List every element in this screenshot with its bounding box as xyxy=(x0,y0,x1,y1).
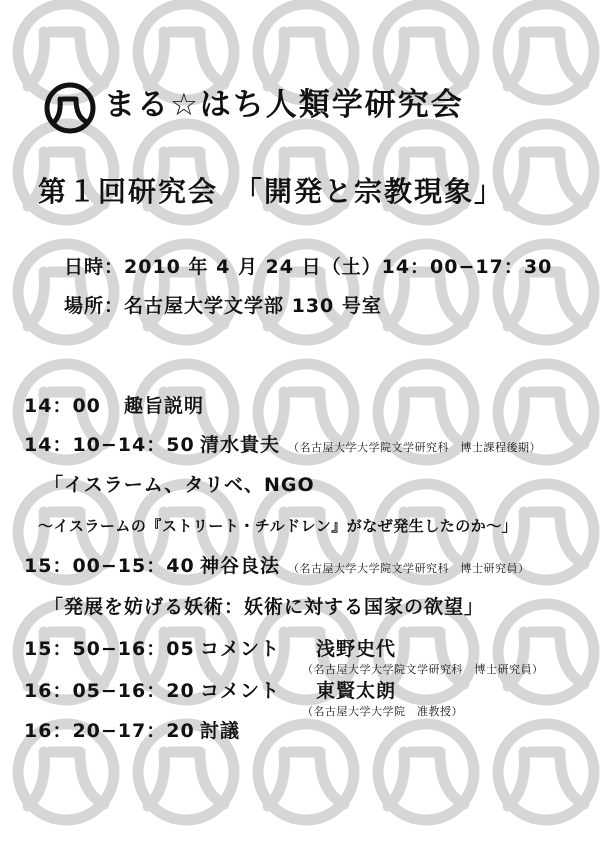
speaker-affiliation: （名古屋大学大学院文学研究科 博士課程後期） xyxy=(288,441,541,454)
talk-title-line2: 〜イスラームの『ストリート・チルドレン』がなぜ発生したのか〜」 xyxy=(38,517,518,535)
program-time: 15：00−15：40 xyxy=(24,555,195,577)
speaker-name: 清水貴夫 xyxy=(200,434,281,456)
program-time: 15：50−16：05 xyxy=(24,638,195,660)
speaker-affiliation: （名古屋大学大学院文学研究科 博士研究員） xyxy=(288,562,530,575)
talk-title: 「発展を妨げる妖術：妖術に対する国家の欲望」 xyxy=(44,596,485,618)
commentator-affiliation: （名古屋大学大学院 准教授） xyxy=(302,705,463,718)
commentator-name: 浅野史代 xyxy=(316,638,397,660)
program-time: 16：05−16：20 xyxy=(24,680,195,702)
program-time: 14：00 xyxy=(24,395,101,417)
program-time: 16：20−17：20 xyxy=(24,720,195,742)
program-label: 討議 xyxy=(200,720,241,742)
event-venue: 場所：名古屋大学文学部 130 号室 xyxy=(64,295,382,317)
commentator-affiliation: （名古屋大学大学院文学研究科 博士研究員） xyxy=(302,663,544,676)
program-label: コメント xyxy=(200,638,281,660)
commentator-name: 東賢太朗 xyxy=(316,680,397,702)
maruhachi-logo-icon xyxy=(42,80,98,136)
page-title: まる☆はち人類学研究会 xyxy=(104,87,464,123)
event-subtitle: 第１回研究会 「開発と宗教現象」 xyxy=(38,175,505,208)
event-datetime: 日時：2010 年 4 月 24 日（土）14：00−17：30 xyxy=(64,256,553,278)
program-label: コメント xyxy=(200,680,281,702)
speaker-name: 神谷良法 xyxy=(200,555,281,577)
program-time: 14：10−14：50 xyxy=(24,434,195,456)
talk-title-line1: 「イスラーム、タリベ、NGO xyxy=(44,474,315,496)
program-label: 趣旨説明 xyxy=(124,395,205,417)
